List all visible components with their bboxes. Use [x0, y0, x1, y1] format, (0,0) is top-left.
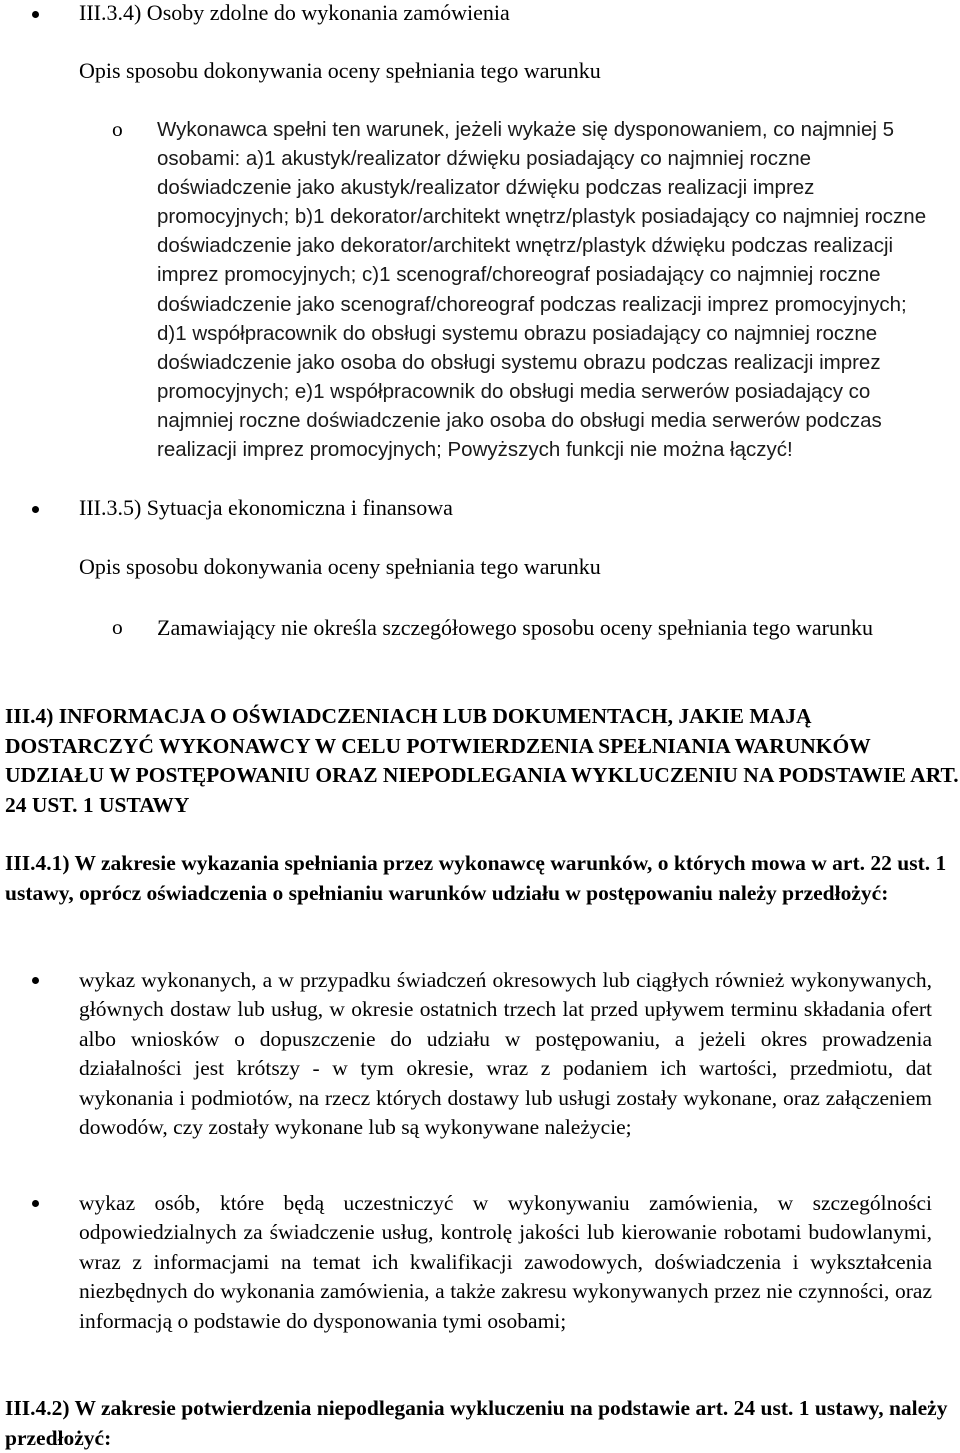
section-4-heading: III.4) INFORMACJA O OŚWIADCZENIACH LUB DOKUMENTACH, JAKIE MAJĄ DOSTARCZYĆ WYKONAWCY W CELU POTWIERDZENIA SPEŁNIANIA WARUNKÓW UDZIAŁU W POSTĘPOWANIU ORAZ NIEPODLEGANIA WYKLUCZENIU NA PODSTAWIE ART. 24 UST. 1 USTAWY [5, 704, 959, 817]
section-3-5-heading: III.3.5) Sytuacja ekonomiczna i finansowa [79, 495, 453, 520]
section-3-4-subheading: Opis sposobu dokonywania oceny spełniania tego warunku [79, 58, 601, 83]
section-4-2-heading: III.4.2) W zakresie potwierdzenia niepodlegania wykluczeniu na podstawie art. 24 ust. 1 ustawy, należy przedłożyć: [5, 1396, 948, 1450]
section-3-4-heading: III.3.4) Osoby zdolne do wykonania zamówienia [79, 0, 510, 25]
list-item-text: wykaz wykonanych, a w przypadku świadczeń okresowych lub ciągłych również wykonywanych, głównych dostaw lub usług, w okresie ostatnich trzech lat przed upływem terminu składania ofert albo wniosków o dopuszczenie do udziału w postępowaniu, a jeżeli okres prowadzenia działalności jest krótszy - w tym okresie, wraz z podaniem ich wartości, przedmiotu, dat wykonania i podmiotów, na rzecz których dostawy lub usługi zostały wykonane, oraz załączeniem dowodów, czy zostały wykonane lub są wykonywane należycie; [79, 968, 932, 1140]
section-3-5-subheading: Opis sposobu dokonywania oceny spełniania tego warunku [79, 554, 601, 579]
section-3-5-item-text: Zamawiający nie określa szczegółowego sposobu oceny spełniania tego warunku [157, 615, 873, 640]
section-3-4-item-text: Wykonawca spełni ten warunek, jeżeli wykaże się dysponowaniem, co najmniej 5 osobami: a)1 akustyk/realizator dźwięku posiadający co najmniej roczne doświadczenie jako akustyk/realizator dźwięku podczas realizacji imprez promocyjnych; b)1 dekorator/architekt wnętrz/plastyk posiadający co najmniej roczne doświadczenie jako dekorator/architekt wnętrz/plastyk dźwięku podczas realizacji imprez promocyjnych; c)1 scenograf/choreograf posiadający co najmniej roczne doświadczenie jako scenograf/choreograf podczas realizacji imprez promocyjnych; d)1 współpracownik do obsługi systemu obrazu posiadający co najmniej roczne doświadczenie jako osoba do obsługi systemu obrazu podczas realizacji imprez promocyjnych; e)1 współpracownik do obsługi media serwerów posiadający co najmniej roczne doświadczenie jako osoba do obsługi media serwerów podczas realizacji imprez promocyjnych; Powyższych funkcji nie można łączyć! [157, 118, 927, 462]
bullet-icon [32, 977, 39, 984]
bullet-icon [32, 506, 39, 513]
bullet-icon [32, 11, 39, 18]
circle-bullet-icon: o [112, 615, 123, 639]
circle-bullet-icon: o [112, 117, 123, 141]
section-4-1-heading: III.4.1) W zakresie wykazania spełniania przez wykonawcę warunków, o których mowa w art. 22 ust. 1 ustawy, oprócz oświadczenia o spełnianiu warunków udziału w postępowaniu należy przedłożyć: [5, 851, 947, 905]
bullet-icon [32, 1200, 39, 1207]
list-item-text: wykaz osób, które będą uczestniczyć w wykonywaniu zamówienia, w szczególności odpowiedzialnych za świadczenie usług, kontrolę jakości lub kierowanie robotami budowlanymi, wraz z informacjami na temat ich kwalifikacji zawodowych, doświadczenia i wykształcenia niezbędnych do wykonania zamówienia, a także zakresu wykonywanych przez nie czynności, oraz informacją o podstawie do dysponowania tymi osobami; [79, 1191, 932, 1333]
